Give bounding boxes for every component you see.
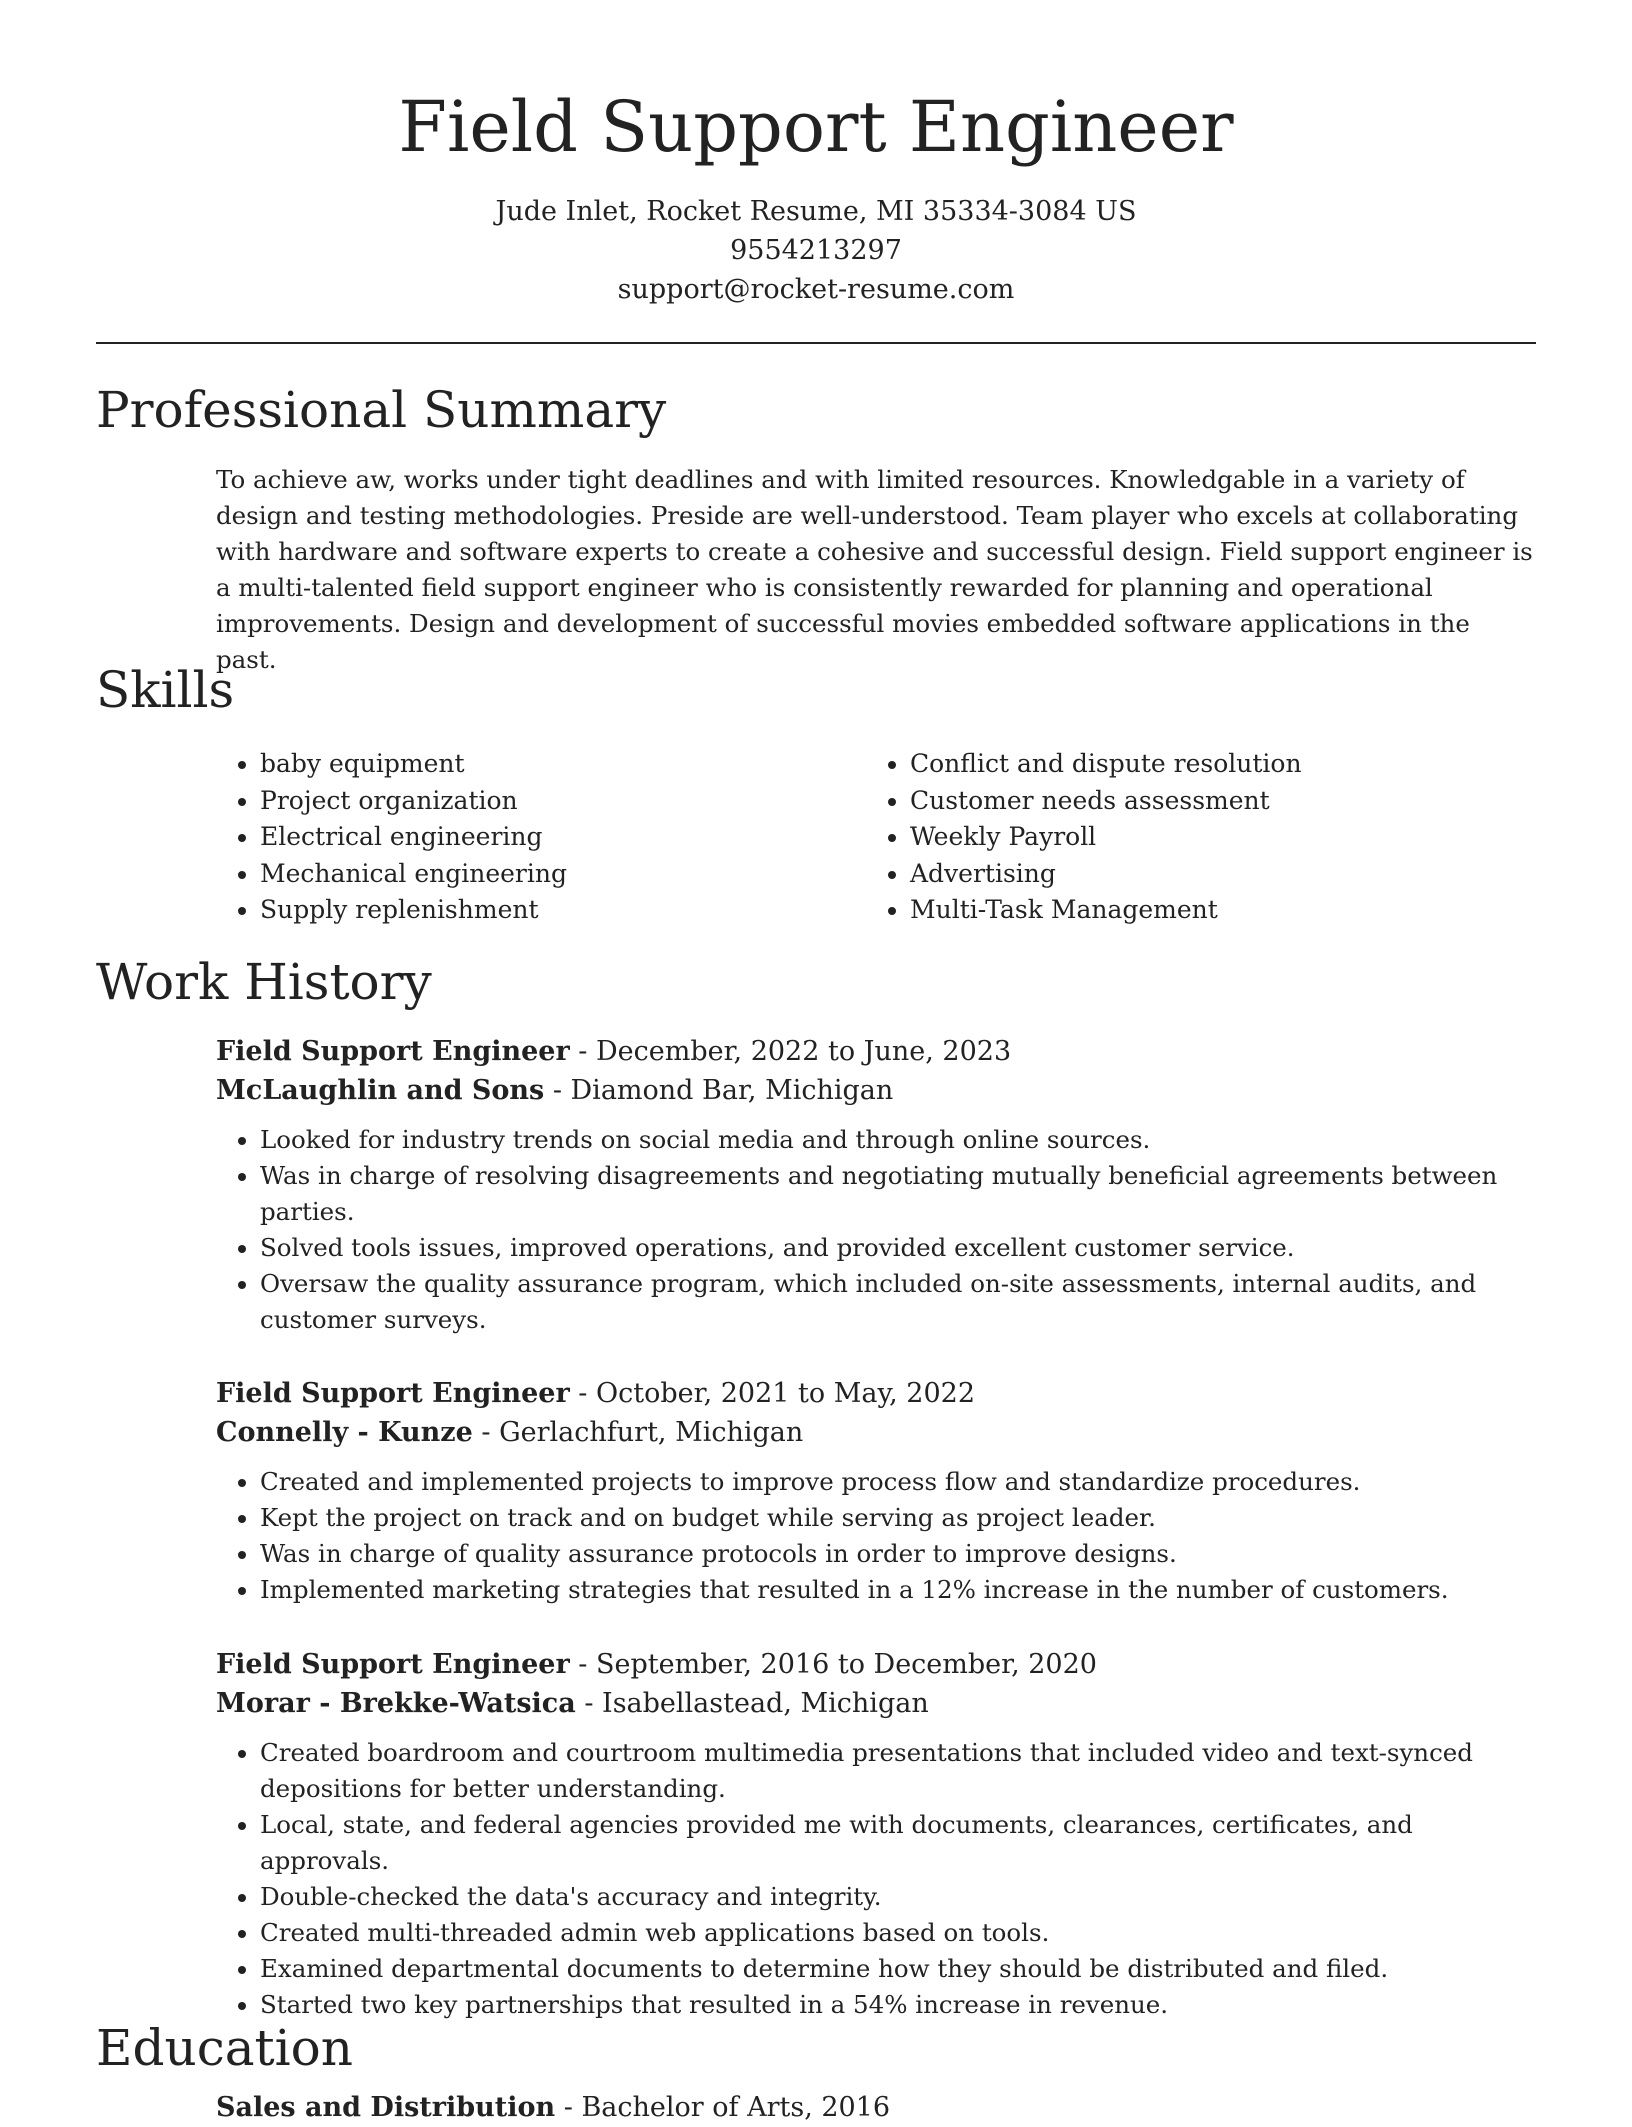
skill-item: • Supply replenishment	[260, 892, 567, 929]
job-company: McLaughlin and Sons	[216, 1075, 545, 1106]
job-bullet: • Double-checked the data's accuracy and integrity.	[260, 1879, 1536, 1915]
skill-item: • Mechanical engineering	[260, 856, 567, 893]
job-company-line: Morar - Brekke-Watsica - Isabellastead, Michigan	[216, 1688, 929, 1719]
job-role: Field Support Engineer	[216, 1036, 570, 1067]
skill-item: • Conflict and dispute resolution	[910, 746, 1302, 783]
skill-item: • Customer needs assessment	[910, 783, 1302, 820]
summary-heading: Professional Summary	[96, 381, 667, 439]
job-entry	[216, 1645, 1536, 2023]
job-bullet: • Was in charge of quality assurance protocols in order to improve designs.	[260, 1536, 1536, 1572]
work-history-heading: Work History	[96, 953, 432, 1011]
job-title-line: Field Support Engineer - December, 2022 to June, 2023	[216, 1036, 1012, 1067]
summary-text: To achieve aw, works under tight deadlines and with limited resources. Knowledgable in a variety of design and testing methodologies. Preside are well-understood. Team player who excels at collaborating with hardware and software experts to create a cohesive and successful design. Field support engineer is a multi-talented field support engineer who is consistently rewarded for planning and operational improvements. Design and development of successful movies embedded software applications in the past.	[216, 465, 1533, 674]
job-bullet: • Implemented marketing strategies that resulted in a 12% increase in the number of customers.	[260, 1572, 1536, 1608]
education-school: Sales and Distribution	[216, 2092, 556, 2123]
education-heading: Education	[96, 2019, 353, 2077]
skill-item: • Project organization	[260, 783, 567, 820]
job-bullet: • Looked for industry trends on social media and through online sources.	[260, 1122, 1536, 1158]
job-bullets	[216, 1464, 1536, 1608]
job-location: Diamond Bar, Michigan	[570, 1075, 894, 1106]
job-entry	[216, 1032, 1536, 1338]
education-entry: Sales and Distribution - Bachelor of Arts, 2016	[216, 2092, 891, 2123]
phone: 9554213297	[730, 235, 902, 266]
job-bullet: • Solved tools issues, improved operations, and provided excellent customer service.	[260, 1230, 1536, 1266]
job-bullets	[216, 1735, 1536, 2023]
job-bullet: • Kept the project on track and on budget while serving as project leader.	[260, 1500, 1536, 1536]
skill-item: • baby equipment	[260, 746, 567, 783]
job-bullet: • Created boardroom and courtroom multimedia presentations that included video and text-synced depositions for better understanding.	[260, 1735, 1536, 1807]
job-bullet: • Created and implemented projects to improve process flow and standardize procedures.	[260, 1464, 1536, 1500]
education-degree: Bachelor of Arts	[581, 2092, 805, 2123]
job-dates: December, 2022 to June, 2023	[596, 1036, 1012, 1067]
address: Jude Inlet, Rocket Resume, MI 35334-3084 US	[495, 196, 1137, 227]
job-bullet: • Oversaw the quality assurance program, which included on-site assessments, internal audits, and customer surveys.	[260, 1266, 1536, 1338]
job-company: Connelly - Kunze	[216, 1417, 473, 1448]
skill-item: • Multi-Task Management	[910, 892, 1302, 929]
job-dates: October, 2021 to May, 2022	[596, 1378, 976, 1409]
skills-list-left	[216, 746, 567, 929]
email: support@rocket-resume.com	[617, 274, 1015, 305]
job-bullet: • Created multi-threaded admin web applications based on tools.	[260, 1915, 1536, 1951]
job-company: Morar - Brekke-Watsica	[216, 1688, 576, 1719]
job-title-line: Field Support Engineer - September, 2016 to December, 2020	[216, 1649, 1097, 1680]
job-bullet: • Local, state, and federal agencies provided me with documents, clearances, certificates, and approvals.	[260, 1807, 1536, 1879]
job-role: Field Support Engineer	[216, 1649, 570, 1680]
job-bullet: • Examined departmental documents to determine how they should be distributed and filed.	[260, 1951, 1536, 1987]
contact-info	[0, 192, 1632, 309]
job-company-line: Connelly - Kunze - Gerlachfurt, Michigan	[216, 1417, 804, 1448]
job-location: Isabellastead, Michigan	[602, 1688, 929, 1719]
job-title-line: Field Support Engineer - October, 2021 to May, 2022	[216, 1378, 976, 1409]
header-divider	[96, 342, 1536, 344]
skills-list-right	[866, 746, 1302, 929]
job-entry	[216, 1374, 1536, 1608]
skill-item: • Weekly Payroll	[910, 819, 1302, 856]
job-bullets	[216, 1122, 1536, 1338]
skill-item: • Advertising	[910, 856, 1302, 893]
skills-heading: Skills	[96, 661, 235, 719]
job-location: Gerlachfurt, Michigan	[499, 1417, 804, 1448]
education-year: 2016	[821, 2092, 891, 2123]
job-bullet: • Started two key partnerships that resulted in a 54% increase in revenue.	[260, 1987, 1536, 2023]
job-company-line: McLaughlin and Sons - Diamond Bar, Michigan	[216, 1075, 894, 1106]
resume-title: Field Support Engineer	[398, 86, 1234, 168]
skill-item: • Electrical engineering	[260, 819, 567, 856]
job-bullet: • Was in charge of resolving disagreements and negotiating mutually beneficial agreements between parties.	[260, 1158, 1536, 1230]
job-dates: September, 2016 to December, 2020	[596, 1649, 1097, 1680]
job-role: Field Support Engineer	[216, 1378, 570, 1409]
